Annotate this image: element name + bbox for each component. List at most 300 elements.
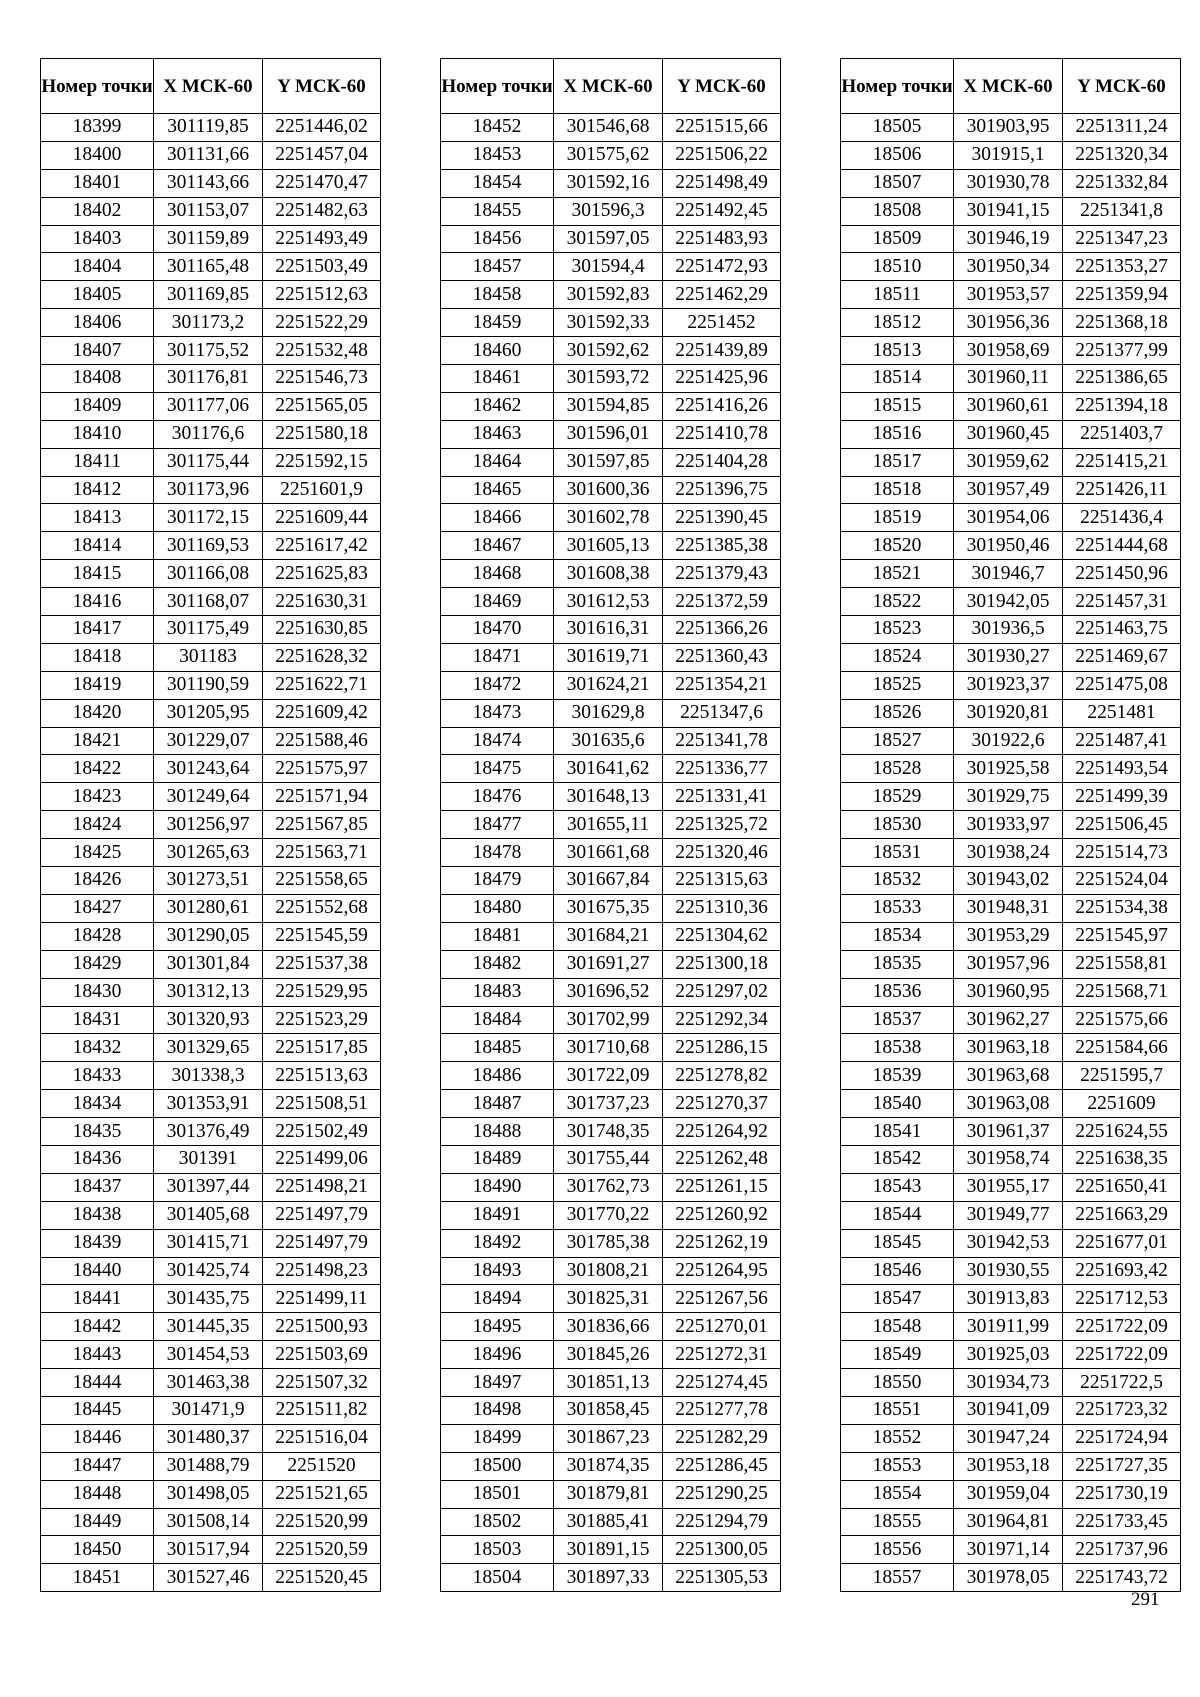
cell-y-coordinate: 2251515,66 <box>663 114 781 142</box>
table-row <box>441 1006 781 1034</box>
table-row <box>841 1062 1181 1090</box>
table-header-row <box>41 59 381 114</box>
cell-y-coordinate: 2251558,81 <box>1063 950 1181 978</box>
cell-x-coordinate: 301635,6 <box>554 727 663 755</box>
cell-point-number: 18554 <box>841 1480 954 1508</box>
cell-y-coordinate: 2251482,63 <box>263 197 381 225</box>
cell-point-number: 18514 <box>841 365 954 393</box>
cell-point-number: 18469 <box>441 588 554 616</box>
table-row <box>441 1201 781 1229</box>
cell-point-number: 18491 <box>441 1201 554 1229</box>
cell-x-coordinate: 301957,49 <box>954 476 1063 504</box>
cell-y-coordinate: 2251601,9 <box>263 476 381 504</box>
table-row <box>41 755 381 783</box>
cell-point-number: 18543 <box>841 1173 954 1201</box>
cell-point-number: 18496 <box>441 1341 554 1369</box>
cell-point-number: 18422 <box>41 755 154 783</box>
table-row <box>441 671 781 699</box>
cell-x-coordinate: 301696,52 <box>554 978 663 1006</box>
table-row <box>441 448 781 476</box>
cell-x-coordinate: 301172,15 <box>154 504 263 532</box>
cell-y-coordinate: 2251545,59 <box>263 922 381 950</box>
cell-y-coordinate: 2251360,43 <box>663 643 781 671</box>
table-row <box>441 1480 781 1508</box>
table-row <box>41 281 381 309</box>
table-row <box>841 169 1181 197</box>
cell-y-coordinate: 2251558,65 <box>263 867 381 895</box>
table-row <box>41 727 381 755</box>
cell-point-number: 18525 <box>841 671 954 699</box>
cell-point-number: 18481 <box>441 922 554 950</box>
cell-point-number: 18455 <box>441 197 554 225</box>
cell-x-coordinate: 301131,66 <box>154 141 263 169</box>
cell-y-coordinate: 2251663,29 <box>1063 1201 1181 1229</box>
cell-point-number: 18552 <box>841 1424 954 1452</box>
cell-y-coordinate: 2251379,43 <box>663 560 781 588</box>
cell-x-coordinate: 301312,13 <box>154 978 263 1006</box>
cell-x-coordinate: 301675,35 <box>554 894 663 922</box>
cell-x-coordinate: 301608,38 <box>554 560 663 588</box>
cell-point-number: 18545 <box>841 1229 954 1257</box>
cell-y-coordinate: 2251498,49 <box>663 169 781 197</box>
table-row <box>41 1396 381 1424</box>
table-row <box>841 1145 1181 1173</box>
cell-x-coordinate: 301956,36 <box>954 309 1063 337</box>
table-row <box>841 281 1181 309</box>
cell-point-number: 18416 <box>41 588 154 616</box>
cell-y-coordinate: 2251498,23 <box>263 1257 381 1285</box>
cell-x-coordinate: 301770,22 <box>554 1201 663 1229</box>
cell-point-number: 18477 <box>441 811 554 839</box>
table-row <box>41 1536 381 1564</box>
header-x-coordinate: X МСК-60 <box>554 59 663 114</box>
cell-point-number: 18471 <box>441 643 554 671</box>
table-row <box>441 253 781 281</box>
cell-point-number: 18536 <box>841 978 954 1006</box>
cell-y-coordinate: 2251385,38 <box>663 532 781 560</box>
table-row <box>41 1201 381 1229</box>
cell-x-coordinate: 301957,96 <box>954 950 1063 978</box>
cell-point-number: 18555 <box>841 1508 954 1536</box>
cell-x-coordinate: 301684,21 <box>554 922 663 950</box>
table-row <box>41 225 381 253</box>
cell-y-coordinate: 2251394,18 <box>1063 392 1181 420</box>
cell-y-coordinate: 2251270,01 <box>663 1313 781 1341</box>
cell-y-coordinate: 2251517,85 <box>263 1034 381 1062</box>
table-row <box>441 1564 781 1592</box>
cell-y-coordinate: 2251390,45 <box>663 504 781 532</box>
cell-x-coordinate: 301808,21 <box>554 1257 663 1285</box>
cell-point-number: 18524 <box>841 643 954 671</box>
cell-y-coordinate: 2251462,29 <box>663 281 781 309</box>
table-row <box>441 588 781 616</box>
cell-x-coordinate: 301722,09 <box>554 1062 663 1090</box>
table-row <box>441 114 781 142</box>
cell-x-coordinate: 301891,15 <box>554 1536 663 1564</box>
cell-point-number: 18414 <box>41 532 154 560</box>
cell-point-number: 18448 <box>41 1480 154 1508</box>
cell-x-coordinate: 301960,61 <box>954 392 1063 420</box>
cell-y-coordinate: 2251529,95 <box>263 978 381 1006</box>
cell-y-coordinate: 2251507,32 <box>263 1369 381 1397</box>
cell-point-number: 18472 <box>441 671 554 699</box>
table-row <box>841 1313 1181 1341</box>
table-row <box>841 114 1181 142</box>
cell-point-number: 18443 <box>41 1341 154 1369</box>
table-row <box>841 727 1181 755</box>
cell-point-number: 18437 <box>41 1173 154 1201</box>
cell-x-coordinate: 301205,95 <box>154 699 263 727</box>
cell-x-coordinate: 301785,38 <box>554 1229 663 1257</box>
cell-y-coordinate: 2251592,15 <box>263 448 381 476</box>
cell-point-number: 18417 <box>41 616 154 644</box>
header-y-coordinate: Y МСК-60 <box>1063 59 1181 114</box>
table-row <box>441 1313 781 1341</box>
cell-point-number: 18399 <box>41 114 154 142</box>
cell-x-coordinate: 301169,53 <box>154 532 263 560</box>
table-row <box>841 560 1181 588</box>
cell-point-number: 18406 <box>41 309 154 337</box>
cell-x-coordinate: 301166,08 <box>154 560 263 588</box>
cell-point-number: 18548 <box>841 1313 954 1341</box>
cell-point-number: 18511 <box>841 281 954 309</box>
table-row <box>841 309 1181 337</box>
cell-x-coordinate: 301596,01 <box>554 420 663 448</box>
cell-point-number: 18495 <box>441 1313 554 1341</box>
cell-x-coordinate: 301143,66 <box>154 169 263 197</box>
cell-x-coordinate: 301963,18 <box>954 1034 1063 1062</box>
cell-y-coordinate: 2251487,41 <box>1063 727 1181 755</box>
table-row <box>41 1118 381 1146</box>
cell-point-number: 18500 <box>441 1452 554 1480</box>
page-number: 291 <box>1131 1589 1160 1610</box>
cell-y-coordinate: 2251514,73 <box>1063 839 1181 867</box>
table-row <box>41 922 381 950</box>
table-row <box>441 643 781 671</box>
cell-y-coordinate: 2251508,51 <box>263 1090 381 1118</box>
cell-point-number: 18520 <box>841 532 954 560</box>
cell-point-number: 18465 <box>441 476 554 504</box>
cell-point-number: 18557 <box>841 1564 954 1592</box>
cell-point-number: 18432 <box>41 1034 154 1062</box>
cell-point-number: 18426 <box>41 867 154 895</box>
table-row <box>841 643 1181 671</box>
cell-y-coordinate: 2251499,06 <box>263 1145 381 1173</box>
table-row <box>841 894 1181 922</box>
cell-x-coordinate: 301941,15 <box>954 197 1063 225</box>
table-row <box>841 1285 1181 1313</box>
cell-point-number: 18538 <box>841 1034 954 1062</box>
cell-point-number: 18466 <box>441 504 554 532</box>
table-row <box>41 588 381 616</box>
table-row <box>841 1508 1181 1536</box>
table-row <box>41 448 381 476</box>
cell-point-number: 18427 <box>41 894 154 922</box>
table-row <box>841 476 1181 504</box>
cell-x-coordinate: 301376,49 <box>154 1118 263 1146</box>
cell-point-number: 18480 <box>441 894 554 922</box>
table-row <box>841 588 1181 616</box>
table-row <box>841 699 1181 727</box>
cell-point-number: 18454 <box>441 169 554 197</box>
cell-x-coordinate: 301624,21 <box>554 671 663 699</box>
cell-x-coordinate: 301922,6 <box>954 727 1063 755</box>
table-row <box>41 616 381 644</box>
cell-y-coordinate: 2251446,02 <box>263 114 381 142</box>
cell-y-coordinate: 2251341,8 <box>1063 197 1181 225</box>
table-row <box>41 643 381 671</box>
cell-point-number: 18478 <box>441 839 554 867</box>
cell-point-number: 18407 <box>41 337 154 365</box>
table-row <box>441 699 781 727</box>
cell-x-coordinate: 301165,48 <box>154 253 263 281</box>
cell-y-coordinate: 2251396,75 <box>663 476 781 504</box>
cell-x-coordinate: 301619,71 <box>554 643 663 671</box>
coordinates-table-3 <box>840 58 1181 1592</box>
cell-point-number: 18517 <box>841 448 954 476</box>
cell-y-coordinate: 2251354,21 <box>663 671 781 699</box>
cell-x-coordinate: 301594,4 <box>554 253 663 281</box>
table-row <box>841 532 1181 560</box>
cell-y-coordinate: 2251325,72 <box>663 811 781 839</box>
cell-point-number: 18428 <box>41 922 154 950</box>
table-row <box>441 1229 781 1257</box>
cell-x-coordinate: 301930,55 <box>954 1257 1063 1285</box>
cell-y-coordinate: 2251377,99 <box>1063 337 1181 365</box>
table-row <box>841 1396 1181 1424</box>
cell-x-coordinate: 301597,05 <box>554 225 663 253</box>
table-row <box>441 727 781 755</box>
cell-point-number: 18492 <box>441 1229 554 1257</box>
table-row <box>41 1229 381 1257</box>
cell-y-coordinate: 2251497,79 <box>263 1229 381 1257</box>
cell-x-coordinate: 301953,18 <box>954 1452 1063 1480</box>
cell-x-coordinate: 301737,23 <box>554 1090 663 1118</box>
table-row <box>441 560 781 588</box>
cell-point-number: 18402 <box>41 197 154 225</box>
cell-x-coordinate: 301641,62 <box>554 755 663 783</box>
cell-y-coordinate: 2251520,59 <box>263 1536 381 1564</box>
table-row <box>441 197 781 225</box>
cell-x-coordinate: 301173,96 <box>154 476 263 504</box>
cell-point-number: 18450 <box>41 1536 154 1564</box>
cell-point-number: 18501 <box>441 1480 554 1508</box>
cell-x-coordinate: 301508,14 <box>154 1508 263 1536</box>
table-row <box>441 420 781 448</box>
cell-point-number: 18473 <box>441 699 554 727</box>
cell-y-coordinate: 2251305,53 <box>663 1564 781 1592</box>
cell-point-number: 18506 <box>841 141 954 169</box>
cell-x-coordinate: 301488,79 <box>154 1452 263 1480</box>
cell-point-number: 18502 <box>441 1508 554 1536</box>
cell-point-number: 18528 <box>841 755 954 783</box>
table-row <box>41 1257 381 1285</box>
cell-point-number: 18408 <box>41 365 154 393</box>
cell-point-number: 18436 <box>41 1145 154 1173</box>
cell-y-coordinate: 2251336,77 <box>663 755 781 783</box>
cell-point-number: 18549 <box>841 1341 954 1369</box>
cell-x-coordinate: 301454,53 <box>154 1341 263 1369</box>
cell-y-coordinate: 2251297,02 <box>663 978 781 1006</box>
cell-x-coordinate: 301825,31 <box>554 1285 663 1313</box>
cell-x-coordinate: 301338,3 <box>154 1062 263 1090</box>
cell-y-coordinate: 2251571,94 <box>263 783 381 811</box>
cell-x-coordinate: 301119,85 <box>154 114 263 142</box>
cell-y-coordinate: 2251617,42 <box>263 532 381 560</box>
cell-point-number: 18510 <box>841 253 954 281</box>
cell-point-number: 18553 <box>841 1452 954 1480</box>
table-row <box>841 197 1181 225</box>
cell-x-coordinate: 301933,97 <box>954 811 1063 839</box>
cell-y-coordinate: 2251575,66 <box>1063 1006 1181 1034</box>
cell-y-coordinate: 2251506,22 <box>663 141 781 169</box>
cell-y-coordinate: 2251264,95 <box>663 1257 781 1285</box>
table-row <box>41 309 381 337</box>
cell-y-coordinate: 2251516,04 <box>263 1424 381 1452</box>
cell-x-coordinate: 301867,23 <box>554 1424 663 1452</box>
cell-x-coordinate: 301911,99 <box>954 1313 1063 1341</box>
cell-y-coordinate: 2251315,63 <box>663 867 781 895</box>
cell-x-coordinate: 301280,61 <box>154 894 263 922</box>
table-row <box>41 114 381 142</box>
cell-y-coordinate: 2251724,94 <box>1063 1424 1181 1452</box>
cell-point-number: 18404 <box>41 253 154 281</box>
cell-y-coordinate: 2251563,71 <box>263 839 381 867</box>
cell-point-number: 18532 <box>841 867 954 895</box>
cell-point-number: 18523 <box>841 616 954 644</box>
cell-x-coordinate: 301948,31 <box>954 894 1063 922</box>
cell-x-coordinate: 301953,29 <box>954 922 1063 950</box>
cell-point-number: 18505 <box>841 114 954 142</box>
cell-y-coordinate: 2251366,26 <box>663 616 781 644</box>
table-header-row <box>841 59 1181 114</box>
cell-y-coordinate: 2251286,45 <box>663 1452 781 1480</box>
table-row <box>841 1341 1181 1369</box>
cell-x-coordinate: 301329,65 <box>154 1034 263 1062</box>
table-row <box>441 1062 781 1090</box>
cell-x-coordinate: 301920,81 <box>954 699 1063 727</box>
cell-y-coordinate: 2251277,78 <box>663 1396 781 1424</box>
table-row <box>841 1034 1181 1062</box>
table-row <box>41 392 381 420</box>
table-row <box>841 671 1181 699</box>
cell-point-number: 18485 <box>441 1034 554 1062</box>
cell-y-coordinate: 2251609 <box>1063 1090 1181 1118</box>
table-row <box>441 1034 781 1062</box>
table-row <box>841 365 1181 393</box>
cell-y-coordinate: 2251347,6 <box>663 699 781 727</box>
cell-x-coordinate: 301176,81 <box>154 365 263 393</box>
cell-point-number: 18493 <box>441 1257 554 1285</box>
cell-x-coordinate: 301710,68 <box>554 1034 663 1062</box>
cell-y-coordinate: 2251565,05 <box>263 392 381 420</box>
cell-x-coordinate: 301592,83 <box>554 281 663 309</box>
cell-y-coordinate: 2251506,45 <box>1063 811 1181 839</box>
cell-point-number: 18529 <box>841 783 954 811</box>
cell-x-coordinate: 301391 <box>154 1145 263 1173</box>
table-row <box>841 1118 1181 1146</box>
cell-point-number: 18433 <box>41 1062 154 1090</box>
cell-x-coordinate: 301836,66 <box>554 1313 663 1341</box>
cell-x-coordinate: 301629,8 <box>554 699 663 727</box>
table-row <box>841 1424 1181 1452</box>
table-row <box>841 1006 1181 1034</box>
cell-y-coordinate: 2251403,7 <box>1063 420 1181 448</box>
cell-y-coordinate: 2251463,75 <box>1063 616 1181 644</box>
cell-point-number: 18413 <box>41 504 154 532</box>
cell-x-coordinate: 301971,14 <box>954 1536 1063 1564</box>
cell-y-coordinate: 2251436,4 <box>1063 504 1181 532</box>
cell-point-number: 18459 <box>441 309 554 337</box>
cell-x-coordinate: 301963,08 <box>954 1090 1063 1118</box>
cell-point-number: 18503 <box>441 1536 554 1564</box>
cell-point-number: 18522 <box>841 588 954 616</box>
cell-x-coordinate: 301960,95 <box>954 978 1063 1006</box>
cell-y-coordinate: 2251359,94 <box>1063 281 1181 309</box>
cell-point-number: 18429 <box>41 950 154 978</box>
cell-y-coordinate: 2251650,41 <box>1063 1173 1181 1201</box>
table-row <box>441 1173 781 1201</box>
cell-y-coordinate: 2251469,67 <box>1063 643 1181 671</box>
cell-point-number: 18449 <box>41 1508 154 1536</box>
cell-x-coordinate: 301320,93 <box>154 1006 263 1034</box>
cell-y-coordinate: 2251567,85 <box>263 811 381 839</box>
cell-y-coordinate: 2251278,82 <box>663 1062 781 1090</box>
cell-point-number: 18547 <box>841 1285 954 1313</box>
cell-x-coordinate: 301594,85 <box>554 392 663 420</box>
cell-y-coordinate: 2251520,45 <box>263 1564 381 1592</box>
table-row <box>441 839 781 867</box>
cell-point-number: 18542 <box>841 1145 954 1173</box>
cell-y-coordinate: 2251520,99 <box>263 1508 381 1536</box>
cell-point-number: 18519 <box>841 504 954 532</box>
cell-y-coordinate: 2251502,49 <box>263 1118 381 1146</box>
cell-x-coordinate: 301915,1 <box>954 141 1063 169</box>
cell-point-number: 18486 <box>441 1062 554 1090</box>
cell-point-number: 18425 <box>41 839 154 867</box>
cell-y-coordinate: 2251523,29 <box>263 1006 381 1034</box>
cell-y-coordinate: 2251730,19 <box>1063 1480 1181 1508</box>
table-row <box>41 1145 381 1173</box>
cell-point-number: 18499 <box>441 1424 554 1452</box>
cell-x-coordinate: 301936,5 <box>954 616 1063 644</box>
cell-x-coordinate: 301546,68 <box>554 114 663 142</box>
cell-x-coordinate: 301962,27 <box>954 1006 1063 1034</box>
cell-point-number: 18468 <box>441 560 554 588</box>
cell-x-coordinate: 301290,05 <box>154 922 263 950</box>
cell-x-coordinate: 301190,59 <box>154 671 263 699</box>
cell-x-coordinate: 301592,16 <box>554 169 663 197</box>
cell-y-coordinate: 2251270,37 <box>663 1090 781 1118</box>
cell-point-number: 18452 <box>441 114 554 142</box>
cell-x-coordinate: 301941,09 <box>954 1396 1063 1424</box>
table-row <box>441 1257 781 1285</box>
cell-point-number: 18451 <box>41 1564 154 1592</box>
cell-y-coordinate: 2251638,35 <box>1063 1145 1181 1173</box>
cell-y-coordinate: 2251609,42 <box>263 699 381 727</box>
cell-x-coordinate: 301879,81 <box>554 1480 663 1508</box>
table-row <box>41 560 381 588</box>
table-row <box>41 532 381 560</box>
table-row <box>41 169 381 197</box>
cell-y-coordinate: 2251347,23 <box>1063 225 1181 253</box>
cell-x-coordinate: 301592,62 <box>554 337 663 365</box>
cell-point-number: 18518 <box>841 476 954 504</box>
cell-point-number: 18456 <box>441 225 554 253</box>
header-x-coordinate: X МСК-60 <box>154 59 263 114</box>
cell-x-coordinate: 301959,62 <box>954 448 1063 476</box>
cell-y-coordinate: 2251625,83 <box>263 560 381 588</box>
